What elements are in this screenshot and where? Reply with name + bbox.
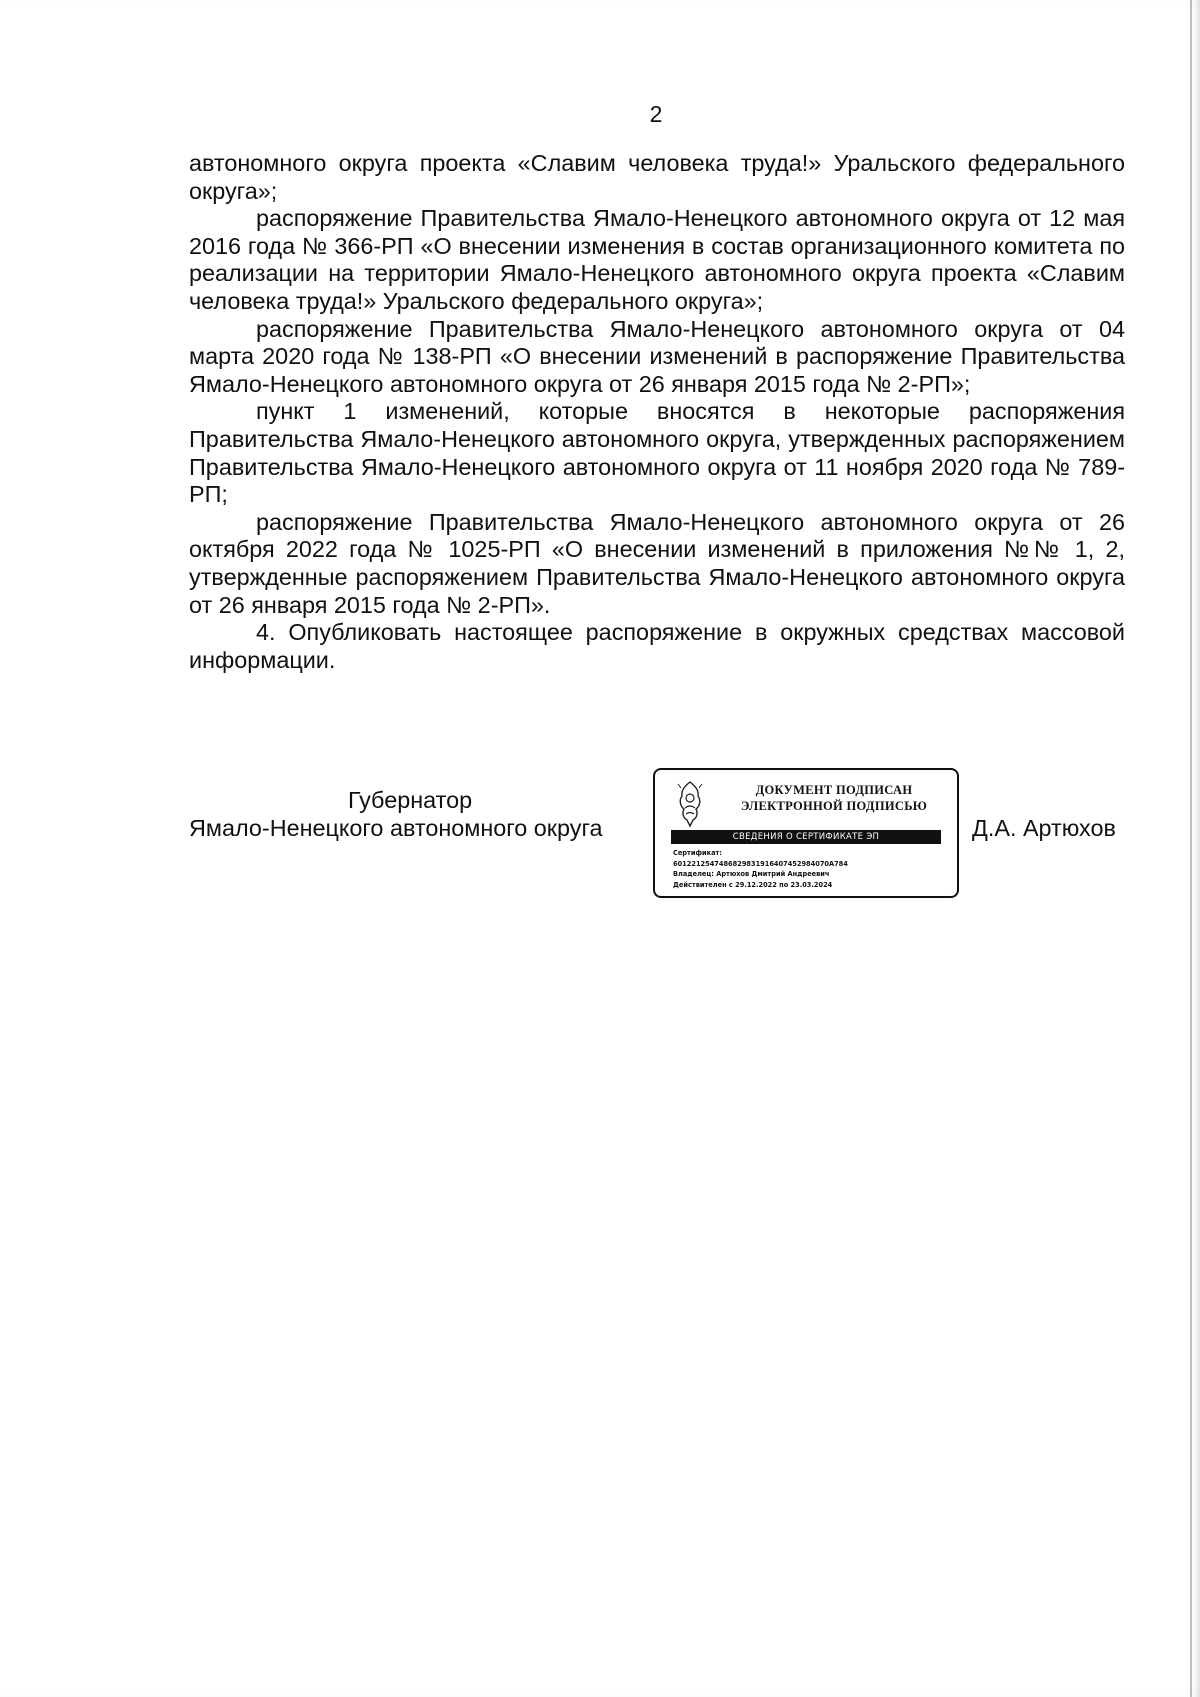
signer-organization: Ямало-Ненецкого автономного округа: [189, 815, 603, 841]
electronic-signature-stamp: [653, 768, 959, 898]
certificate-validity: Действителен с 29.12.2022 по 23.03.2024: [673, 880, 833, 889]
stamp-heading: [723, 782, 945, 814]
document-body: [189, 150, 1125, 674]
stamp-certificate-details: [673, 848, 945, 890]
paragraph-continuation: автономного округа проекта «Славим человека труда!» Уральского федерального округа»;: [189, 150, 1125, 204]
page-number: 2: [649, 101, 663, 127]
stamp-heading-line2: ЭЛЕКТРОННОЙ ПОДПИСЬЮ: [740, 799, 928, 813]
paragraph-order-2022: распоряжение Правительства Ямало-Ненецкого автономного округа от 26 октября 2022 года № 1025-РП «О внесении изменений в приложения №№ 1, 2, утвержденные распоряжением Правительства Ямало-Ненецкого автономного округа от 26 января 2015 года № 2-РП».: [189, 508, 1125, 618]
paragraph-item-1-changes: пункт 1 изменений, которые вносятся в некоторые распоряжения Правительства Ямало-Ненецкого автономного округа, утвержденных распоряжением Правительства Ямало-Ненецкого автономного округа от 11 ноября 2020 года № 789-РП;: [189, 398, 1125, 508]
certificate-owner: Владелец: Артюхов Дмитрий Андреевич: [673, 870, 830, 878]
signer-name: Д.А. Артюхов: [972, 815, 1116, 841]
signer-title: Губернатор: [348, 787, 473, 813]
coat-of-arms-icon: [675, 780, 705, 828]
stamp-certificate-bar: СВЕДЕНИЯ О СЕРТИФИКАТЕ ЭП: [671, 830, 941, 844]
paragraph-publish: 4. Опубликовать настоящее распоряжение в окружных средствах массовой информации.: [189, 619, 1125, 673]
stamp-heading-line1: ДОКУМЕНТ ПОДПИСАН: [755, 783, 913, 797]
certificate-number: 6012212547486829831916407452984070A784: [673, 859, 848, 868]
certificate-label: Сертификат:: [673, 849, 723, 857]
paragraph-order-2016: распоряжение Правительства Ямало-Ненецкого автономного округа от 12 мая 2016 года № 366-РП «О внесении изменения в состав организационного комитета по реализации на территории Ямало-Ненецкого автономного округа проекта «Славим человека труда!» Уральского федерального округа»;: [189, 205, 1125, 314]
paragraph-order-2020-march: распоряжение Правительства Ямало-Ненецкого автономного округа от 04 марта 2020 года № 138-РП «О внесении изменений в распоряжение Правительства Ямало-Ненецкого автономного округа от 26 января 2015 года № 2-РП»;: [189, 315, 1125, 397]
page-edge: [1190, 0, 1192, 1697]
